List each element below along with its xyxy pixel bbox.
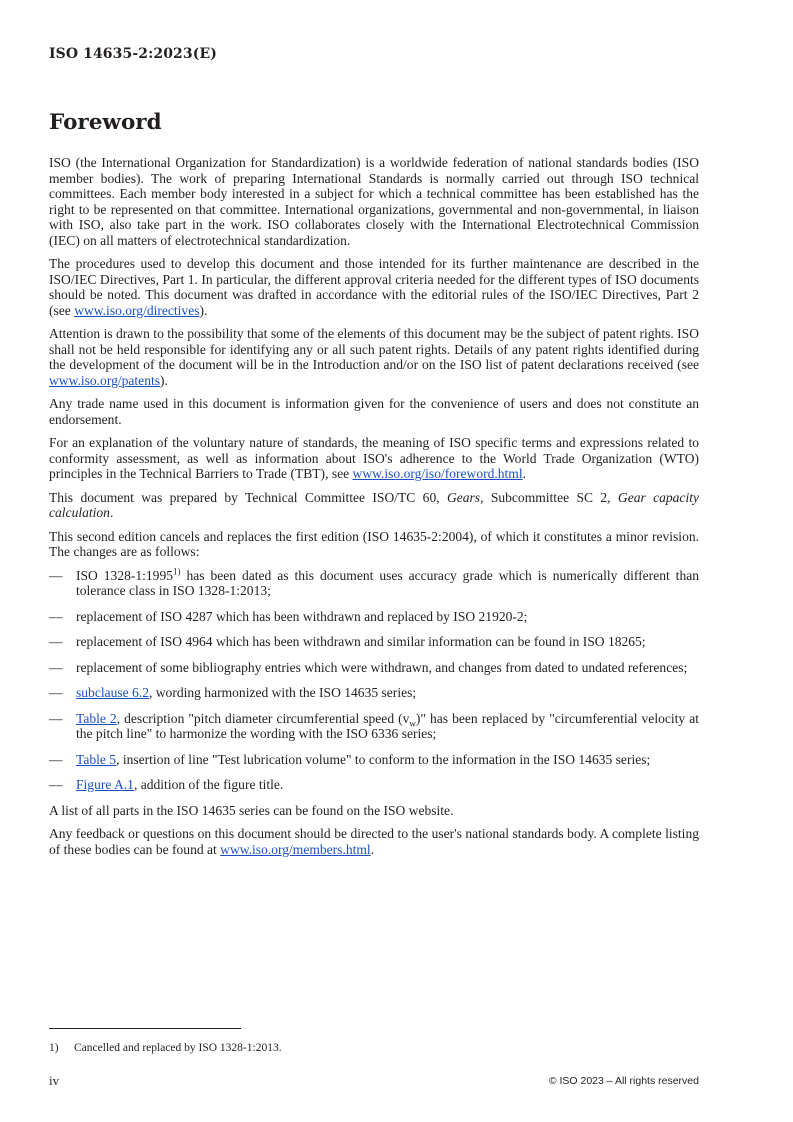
paragraph-text-end: . xyxy=(522,466,526,481)
document-identifier: ISO 14635-2:2023(E) xyxy=(49,46,217,62)
footnote-reference: 1) xyxy=(173,565,181,576)
list-item-text: , insertion of line "Test lubrication volume" to conform to the information in the ISO 14635 series; xyxy=(116,751,651,767)
changes-list xyxy=(49,565,700,793)
list-dash: — xyxy=(49,751,63,767)
paragraph-parts-list: A list of all parts in the ISO 14635 series can be found on the ISO website. xyxy=(49,802,454,818)
list-dash: — xyxy=(49,567,63,583)
footnote-divider xyxy=(49,1028,241,1029)
footnote xyxy=(49,1042,282,1054)
paragraph-text-end: ). xyxy=(199,302,208,318)
list-item xyxy=(49,685,699,701)
copyright-notice: © ISO 2023 – All rights reserved xyxy=(548,1075,699,1087)
list-item-text: , wording harmonized with the ISO 14635 series; xyxy=(149,685,417,700)
subclause-6-2-link[interactable]: subclause 6.2 xyxy=(76,685,149,700)
list-dash: — xyxy=(49,634,63,649)
paragraph-procedures xyxy=(49,256,699,318)
paragraph-iso-intro: ISO (the International Organization for Standardization) is a worldwide federation of national standards bodies (ISO member bodies). The work of preparing International Standards is normally carried out through ISO technical committees. Each member body interested in a subject for which a technical committee has been established has the right to be represented on that committee. International organizations, governmental and non-governmental, in liaison with ISO, also take part in the work. ISO collaborates closely with the International Electrotechnical Commission (IEC) on all matters of electrotechnical standardization. xyxy=(49,155,699,248)
paragraph-text-end: . xyxy=(109,505,114,520)
document-body xyxy=(49,155,699,865)
footnote-number: 1) xyxy=(49,1042,59,1054)
list-item-text: )" has been replaced by "circumferential velocity at the pitch line" to harmonize the wording with the ISO 6336 series; xyxy=(76,710,699,741)
list-item xyxy=(49,777,699,793)
subscript: w xyxy=(409,718,416,729)
paragraph-text-end: . xyxy=(370,841,375,857)
list-dash: — xyxy=(49,777,63,792)
paragraph-trade-name: Any trade name used in this document is information given for the convenience of users and does not constitute an endorsement. xyxy=(49,396,699,427)
list-item xyxy=(49,609,699,625)
list-item-text: replacement of ISO 4964 which has been withdrawn and similar information can be found in ISO 18265; xyxy=(76,634,646,649)
members-link[interactable]: www.iso.org/members.html xyxy=(220,841,371,857)
page-number: iv xyxy=(49,1073,60,1088)
patents-link[interactable]: www.iso.org/patents xyxy=(49,372,161,388)
paragraph-text: This document was prepared by Technical Committee ISO/TC 60, xyxy=(49,489,447,505)
paragraph-text: For an explanation of the voluntary nature of standards, the meaning of ISO specific terms and expressions related to conformity assessment, as well as information about ISO's adherence to the World Trade Organization (WTO) principles in the Technical Barriers to Trade (TBT), see xyxy=(49,435,699,481)
list-item-text: replacement of ISO 4287 which has been withdrawn and replaced by ISO 21920-2; xyxy=(76,608,528,624)
list-item xyxy=(49,660,699,676)
paragraph-text: The procedures used to develop this document and those intended for its further maintenance are described in the ISO/IEC Directives, Part 1. In particular, the different approval criteria needed for the different types of ISO documents should be noted. This document was drafted in accordance with the editorial rules of the ISO/IEC Directives, Part 2 (see xyxy=(49,256,699,318)
table-5-link[interactable]: Table 5 xyxy=(76,751,117,767)
list-dash: — xyxy=(49,685,63,700)
paragraph-prepared-by xyxy=(49,490,699,521)
paragraph-voluntary-nature xyxy=(49,435,699,482)
figure-a1-link[interactable]: Figure A.1 xyxy=(76,777,134,792)
list-item-text: ISO 1328-1:1995 xyxy=(76,567,174,583)
foreword-link[interactable]: www.iso.org/iso/foreword.html xyxy=(352,466,523,481)
directives-link[interactable]: www.iso.org/directives xyxy=(74,302,200,318)
list-dash: — xyxy=(49,710,63,726)
list-item-text: replacement of some bibliography entries which were withdrawn, and changes from dated to undated references; xyxy=(76,659,688,675)
paragraph-patents xyxy=(49,326,699,388)
committee-name: Gears xyxy=(446,489,481,505)
list-item-text: , description "pitch diameter circumferential speed (v xyxy=(116,710,410,726)
paragraph-feedback xyxy=(49,826,699,857)
list-dash: — xyxy=(49,608,63,624)
paragraph-text: Any feedback or questions on this document should be directed to the user's national standards body. A complete listing of these bodies can be found at xyxy=(49,826,699,857)
table-2-link[interactable]: Table 2 xyxy=(76,710,117,726)
footnote-text: Cancelled and replaced by ISO 1328-1:2013. xyxy=(74,1042,282,1054)
subcommittee-name: Gear capacity calculation xyxy=(49,489,699,520)
list-item-text: , addition of the figure title. xyxy=(133,777,284,792)
list-item xyxy=(49,565,700,599)
paragraph-edition: This second edition cancels and replaces the first edition (ISO 14635-2:2004), of which it constitutes a minor revision. The changes are as follows: xyxy=(49,528,699,559)
paragraph-text-end: ). xyxy=(160,372,168,388)
list-item-text: has been dated as this document uses accuracy grade which is numerically different than tolerance class in ISO 1328-1:2013; xyxy=(76,567,700,598)
paragraph-text: Attention is drawn to the possibility that some of the elements of this document may be the subject of patent rights. ISO shall not be held responsible for identifying any or all such patent rights. Details of any patent rights identified during the development of the document will be in the Introduction and/or on the ISO list of patent declarations received (see xyxy=(49,326,699,372)
list-item xyxy=(49,711,699,742)
list-item xyxy=(49,752,699,768)
list-item xyxy=(49,634,699,650)
paragraph-text: , Subcommittee SC 2, xyxy=(480,489,618,505)
list-dash: — xyxy=(49,659,63,675)
page-title: Foreword xyxy=(49,110,162,135)
